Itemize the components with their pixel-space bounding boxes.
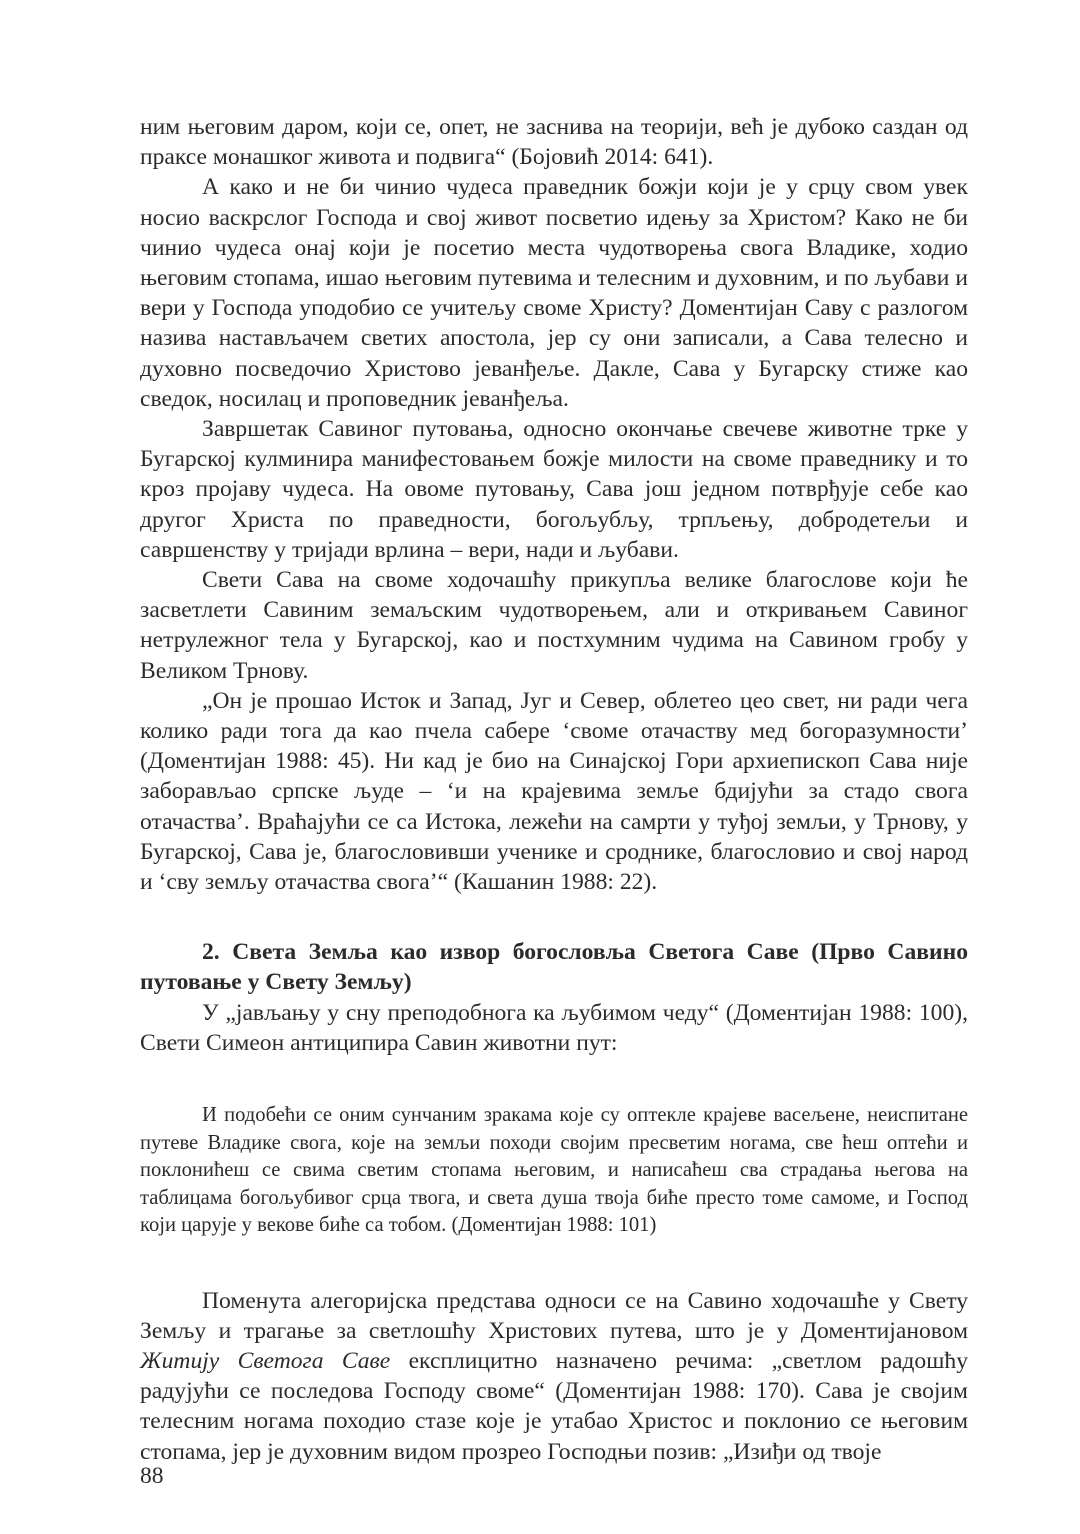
paragraph-7-title-italic: Житију Светога Саве [140, 1348, 391, 1374]
paragraph-7 [140, 1286, 968, 1467]
paragraph-5: „Он је прошао Исток и Запад, Југ и Север, облетео цео свет, ни ради чега колико ради тога да као пчела сабере ‘своме отачаству мед богоразумности’ (Доментијан 1988: 45). Ни кад је био на Синајској Гори архиепископ Сава није заборављао српске људе – ‘и на крајевима земље бдијући за стадо свога отачаства’. Враћајући се са Истока, лежећи на самрти у туђој земљи, у Трнову, у Бугарској, Сава је, благословивши ученике и сроднике, благословио и свој народ и ‘сву земљу отачаства свога’“ (Кашанин 1988: 22). [140, 687, 968, 896]
section-heading: 2. Света Земља као извор богословља Светога Саве (Прво Савино путовање у Свету Земљу) [140, 939, 968, 996]
paragraph-6: У „јављању у сну преподобнога ка љубимом чеду“ (Доментијан 1988: 100), Свети Симеон антиципира Савин животни пут: [140, 999, 968, 1056]
page-body [140, 112, 968, 1467]
paragraph-7-text-b: експлицитно назначено речима: „светлом радошћу радујући се последова Господу своме“ (Доментијан 1988: 170). Сава је својим телесним ногама походио стазе које је утабао Христос и поклонио се његовим стопама, јер је духовним видом прозрео Господњи позив: „Изиђи од твоје [140, 1348, 968, 1465]
main-text [140, 112, 968, 1467]
paragraph-7-text-a: Поменута алегоријска представа односи се на Савино ходочашће у Свету Земљу и трагање за светлошћу Христових путева, што је у Доментијановом [140, 1287, 968, 1344]
paragraph-4: Свети Сава на своме ходочашћу прикупља велике благослове који ће засветлети Савиним земаљским чудотворењем, али и откривањем Савиног нетрулежног тела у Бугарској, као и постхумним чудима на Савином гробу у Великом Трнову. [140, 567, 968, 684]
paragraph-2: А како и не би чинио чудеса праведник божји који је у срцу свом увек носио васкрслог Господа и свој живот посветио идењу за Христом? Како не би чинио чудеса онај који је посетио места чудотворења свога Владике, ходио његовим стопама, ишао његовим путевима и телесним и духовним, и по љубави и вери у Господа уподобио се учитељу своме Христу? Доментијан Саву с разлогом назива настављачем светих апостола, јер су они записали, а Сава телесно и духовно посведочио Христово јеванђеље. Дакле, Сава у Бугарску стиже као сведок, носилац и проповедник јеванђеља. [140, 174, 968, 412]
page-number: 88 [140, 1463, 164, 1489]
paragraph-1: ним његовим даром, који се, опет, не заснива на теорији, већ је дубоко саздан од праксе монашког живота и подвига“ (Бојовић 2014: 641). [140, 114, 968, 171]
block-quote: И подобећи се оним сунчаним зракама које су оптекле крајеве васељене, неиспитане путеве Владике свога, које на земљи походи својим пресветим ногама, све ћеш оптећи и поклонићеш се свима светим стопама његовим, и написаћеш сва страдања његова на таблицама богољубивог срца твога, и света душа твоја биће престо томе самоме, и Господ који царује у векове биће са тобом. (Доментијан 1988: 101) [140, 1104, 968, 1237]
paragraph-3: Завршетак Савиног путовања, односно окончање свечеве животне трке у Бугарској кулминира манифестовањем божје милости на своме праведнику и то кроз пројаву чудеса. На овоме путовању, Сава још једном потврђује себе као другог Христа по праведности, богољубљу, трпљењу, добродетељи и савршенству у тријади врлина – вери, нади и љубави. [140, 416, 968, 563]
